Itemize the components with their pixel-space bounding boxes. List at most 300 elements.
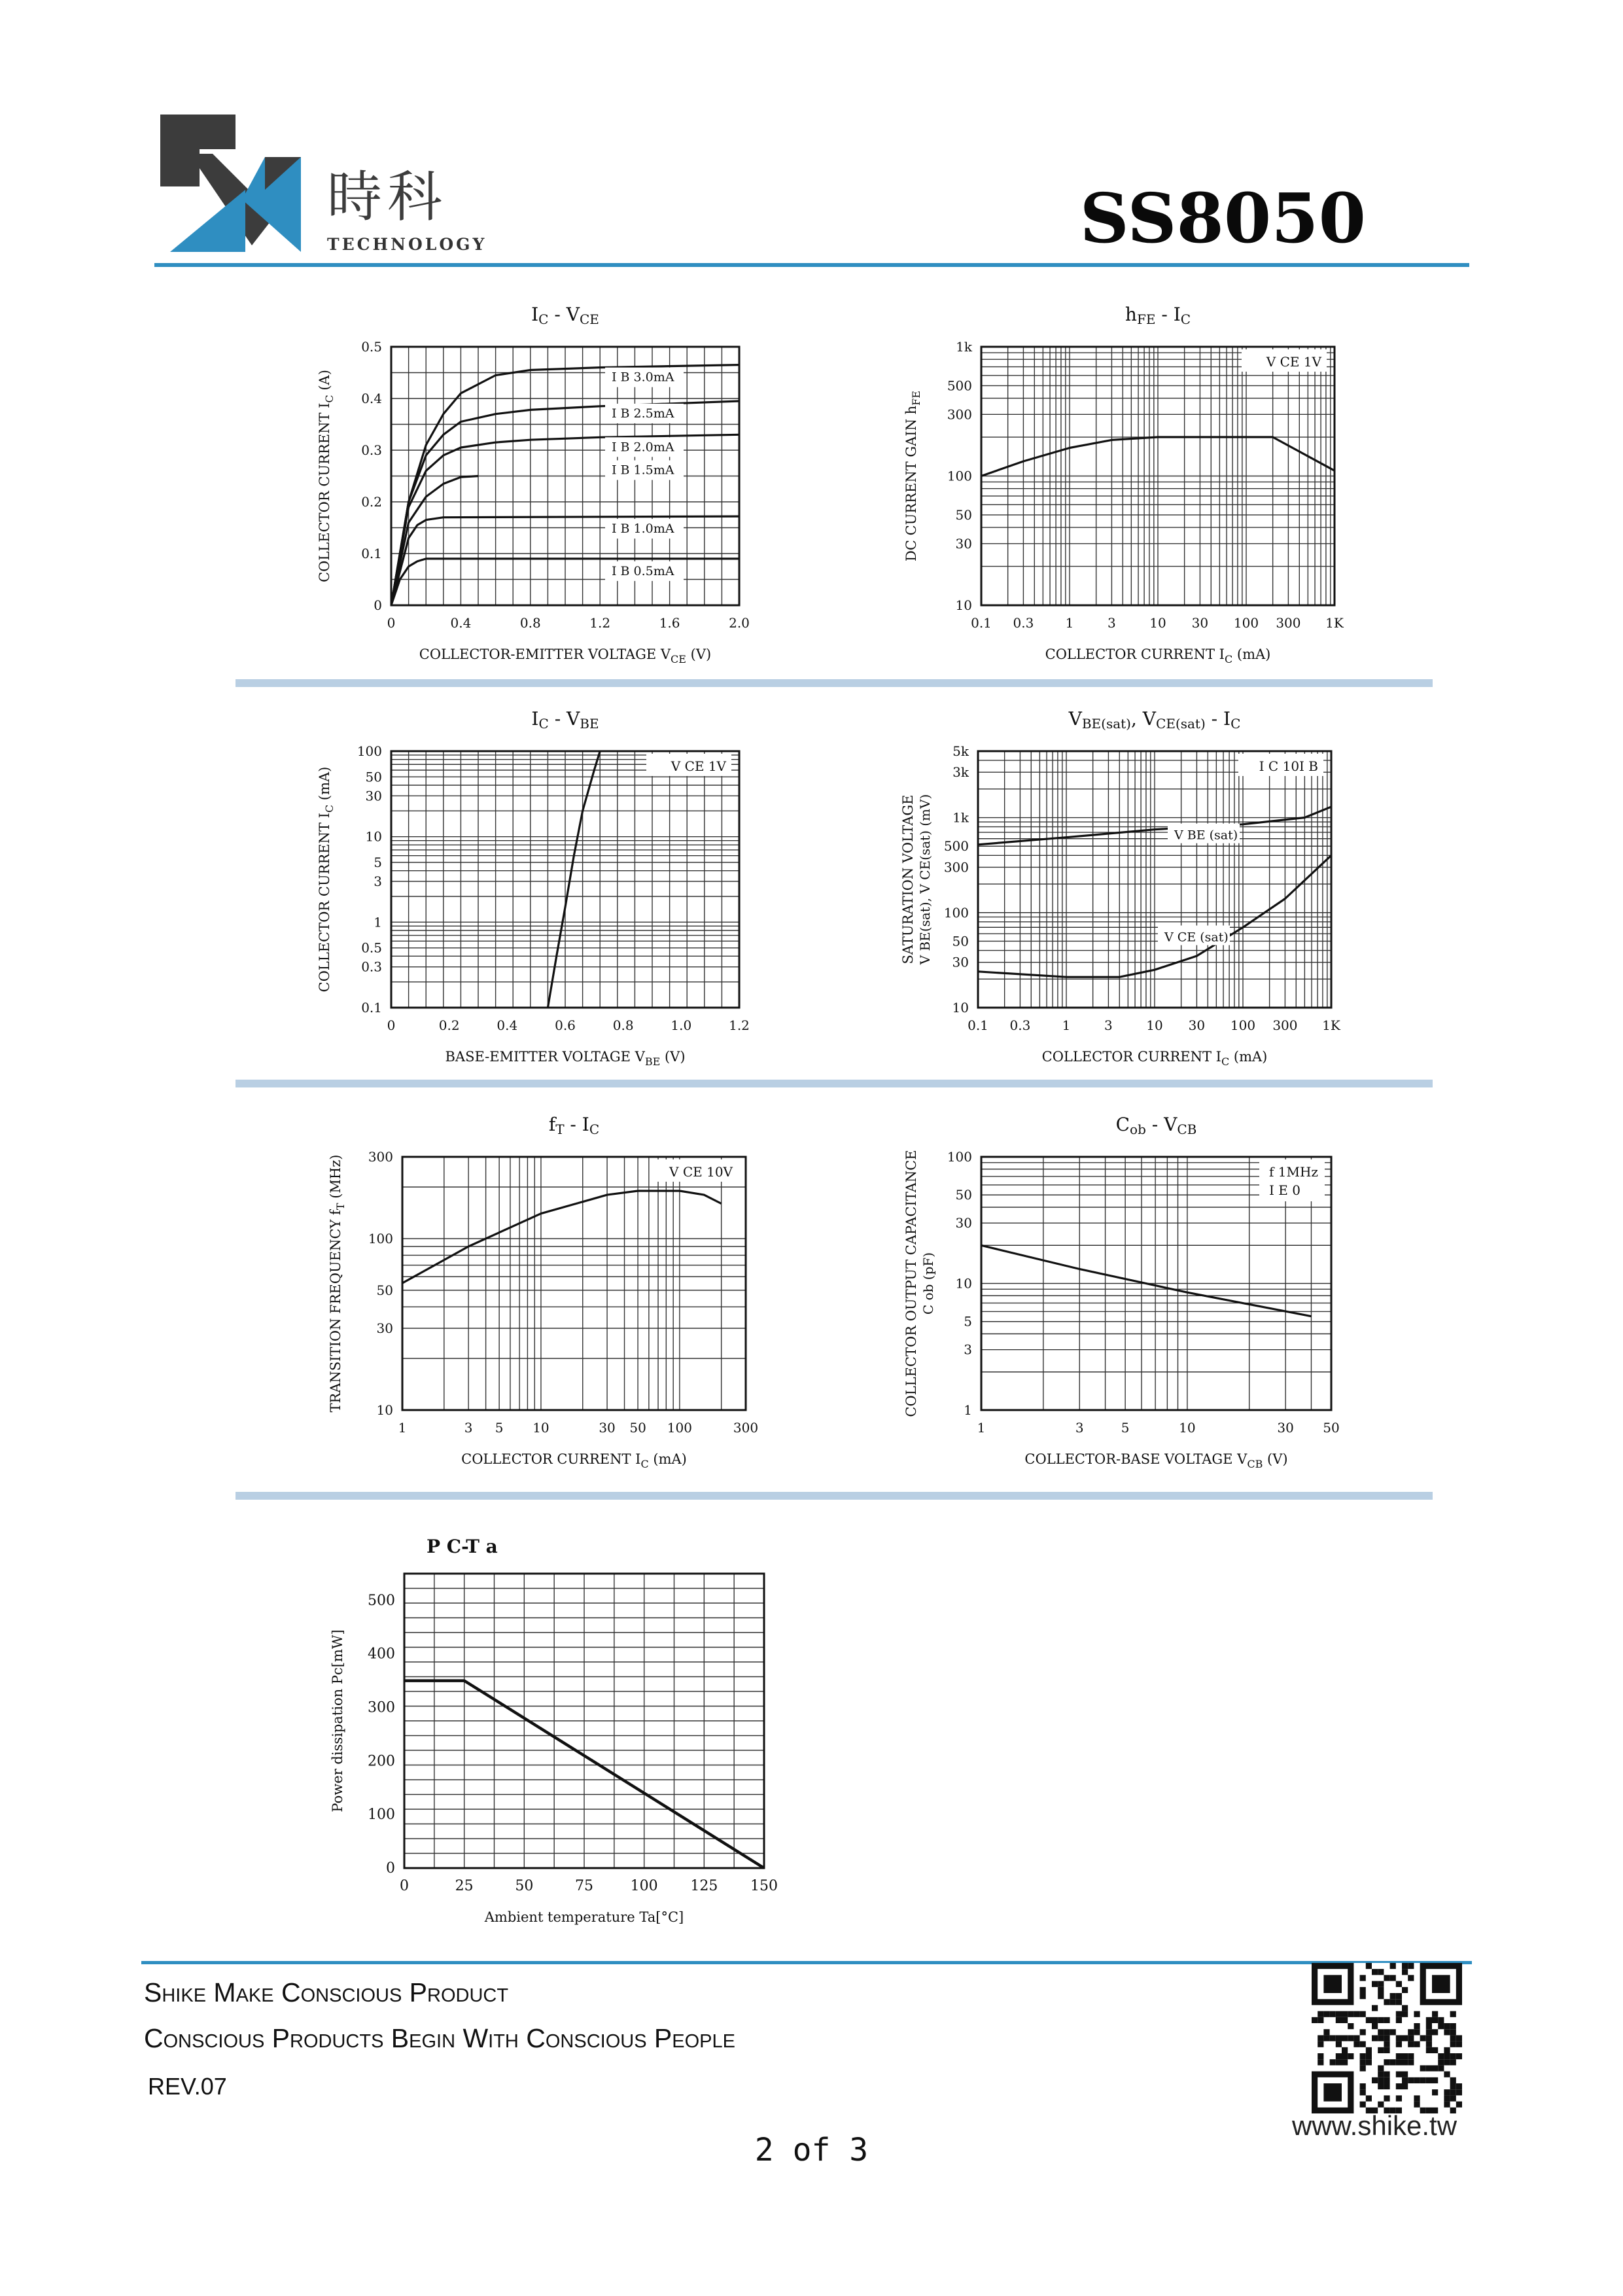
condition-label: V CE 1V: [1266, 354, 1321, 370]
qr-module: [1330, 2059, 1336, 2065]
qr-module: [1360, 2083, 1366, 2089]
x-axis-label-unit: (V): [1263, 1451, 1288, 1467]
qr-module: [1318, 2059, 1323, 2065]
y-tick-label: 10: [365, 828, 382, 845]
y-tick-label: 500: [947, 378, 972, 394]
chart-title: [1125, 304, 1191, 327]
qr-module: [1426, 2047, 1432, 2053]
y-axis-label-2: V BE(sat), V CE(sat) (mV): [917, 794, 933, 965]
curve-label: I B 3.0mA: [612, 370, 674, 385]
chart-pc_ta: [330, 1536, 778, 1925]
y-tick-label: 500: [368, 1592, 395, 1609]
qr-module: [1384, 1975, 1389, 1981]
qr-module: [1402, 2072, 1408, 2077]
y-tick-label: 0.3: [361, 442, 382, 458]
y-tick-label: 0.2: [361, 494, 382, 510]
y-axis-label-main: DC CURRENT GAIN h: [903, 405, 919, 561]
x-axis-label: [1045, 646, 1271, 665]
qr-module: [1366, 2017, 1372, 2023]
qr-module: [1360, 1975, 1366, 1981]
y-axis-label: [903, 391, 922, 561]
section-divider-2: [236, 1080, 1433, 1087]
x-tick-label: 0.4: [450, 615, 472, 631]
qr-module: [1336, 2035, 1342, 2041]
x-tick-label: 1.0: [671, 1017, 692, 1033]
chart-title-part: C: [1230, 716, 1241, 732]
x-tick-label: 0.4: [497, 1017, 518, 1033]
qr-module: [1426, 2041, 1432, 2047]
x-axis-label-main: BASE-EMITTER VOLTAGE V: [445, 1049, 645, 1065]
x-tick-label: 5: [1121, 1420, 1130, 1436]
x-tick-label: 30: [1191, 615, 1209, 631]
qr-module: [1384, 2077, 1389, 2083]
qr-module: [1323, 2035, 1329, 2041]
y-tick-label: 1: [374, 914, 382, 930]
qr-module: [1323, 2029, 1329, 2035]
revision: REV.07: [148, 2073, 227, 2100]
y-tick-label: 500: [943, 838, 969, 855]
y-axis-label-sub: C: [323, 395, 336, 403]
qr-module: [1432, 2047, 1438, 2053]
y-tick-label: 0.1: [361, 546, 382, 561]
section-divider-3: [236, 1492, 1433, 1500]
y-axis-label-sub: FE: [910, 391, 922, 406]
qr-module: [1342, 2053, 1348, 2059]
qr-module: [1408, 2059, 1414, 2065]
qr-module: [1450, 2011, 1456, 2017]
chart-title: [531, 708, 599, 732]
chart-title-part: ob: [1130, 1122, 1146, 1137]
qr-module: [1318, 2053, 1323, 2059]
chart-title-part: , V: [1130, 708, 1157, 730]
qr-module: [1360, 2041, 1366, 2047]
y-tick-label: 10: [955, 597, 972, 613]
x-axis-label-sub: C: [1221, 1055, 1230, 1068]
y-tick-label: 50: [952, 933, 969, 949]
y-tick-label: 3: [374, 873, 382, 889]
qr-module: [1390, 1999, 1396, 2005]
qr-module: [1402, 2035, 1408, 2041]
y-tick-label: 100: [943, 904, 969, 921]
qr-module: [1402, 2005, 1408, 2011]
y-tick-label: 0.5: [361, 339, 382, 355]
qr-module: [1353, 2041, 1359, 2047]
qr-module: [1426, 2017, 1432, 2023]
qr-module: [1378, 2029, 1384, 2035]
y-axis-label: [317, 370, 336, 582]
y-tick-label: 30: [365, 788, 382, 804]
qr-module: [1372, 2077, 1378, 2083]
x-axis-label-main: COLLECTOR CURRENT I: [1045, 646, 1225, 662]
qr-module: [1414, 2095, 1420, 2101]
y-axis-label-sub: C: [323, 804, 336, 813]
qr-module: [1408, 2029, 1414, 2035]
chart-title-part: - V: [548, 708, 580, 730]
x-tick-label: 100: [630, 1878, 658, 1894]
qr-module: [1450, 2059, 1456, 2065]
chart-title-part: T: [555, 1122, 565, 1137]
qr-finder-inner: [1323, 2083, 1342, 2102]
y-tick-label: 200: [368, 1753, 395, 1770]
x-axis-label: [419, 646, 711, 665]
qr-module: [1450, 2023, 1456, 2029]
qr-module: [1378, 2077, 1384, 2083]
y-tick-label: 50: [365, 769, 382, 785]
x-tick-label: 50: [1323, 1420, 1340, 1436]
y-axis-label-main: COLLECTOR CURRENT I: [317, 402, 332, 582]
qr-module: [1456, 2083, 1462, 2089]
y-tick-label: 50: [955, 506, 972, 523]
x-tick-label: 300: [1272, 1017, 1298, 1033]
section-divider-1: [236, 679, 1433, 687]
qr-module: [1450, 2029, 1456, 2035]
y-tick-label: 300: [368, 1699, 395, 1716]
qr-finder-inner: [1323, 1975, 1342, 1993]
y-tick-label: 30: [952, 954, 969, 970]
x-tick-label: 0.8: [612, 1017, 634, 1033]
x-tick-label: 10: [1179, 1420, 1196, 1436]
x-tick-label: 0.1: [968, 1017, 988, 1033]
qr-module: [1318, 2011, 1323, 2017]
curve-label: I B 1.0mA: [612, 521, 674, 537]
chart-title-part: - V: [1145, 1114, 1178, 1135]
x-tick-label: 0: [387, 615, 396, 631]
y-axis-label: [317, 767, 336, 993]
qr-module: [1432, 2077, 1438, 2083]
x-tick-label: 150: [750, 1878, 778, 1894]
condition-label-2: I E 0: [1269, 1182, 1300, 1198]
condition-label: V CE 1V: [671, 758, 726, 774]
x-axis-label-unit: (V): [660, 1049, 686, 1065]
qr-module: [1390, 1963, 1396, 1969]
qr-module: [1372, 2017, 1378, 2023]
qr-module: [1402, 2011, 1408, 2017]
y-tick-label: 50: [955, 1187, 972, 1203]
qr-module: [1444, 2047, 1450, 2053]
qr-module: [1366, 2053, 1372, 2059]
x-tick-label: 25: [455, 1878, 474, 1894]
y-tick-label: 1k: [952, 809, 969, 826]
x-axis-label: [461, 1451, 687, 1470]
qr-module: [1360, 2059, 1366, 2065]
curve-label: V CE (sat): [1164, 930, 1229, 945]
x-axis-label-main: COLLECTOR CURRENT I: [1041, 1049, 1221, 1065]
qr-module: [1372, 2035, 1378, 2041]
y-tick-label: 1: [964, 1402, 972, 1418]
chart-title-part: - I: [1205, 708, 1231, 730]
x-axis-label: [1042, 1049, 1268, 1068]
qr-module: [1372, 1969, 1378, 1975]
x-tick-label: 75: [575, 1878, 593, 1894]
x-axis-label-unit: (mA): [1232, 646, 1271, 662]
y-tick-label: 0.1: [361, 1000, 382, 1016]
brand-en: TECHNOLOGY: [327, 235, 487, 254]
website-link[interactable]: www.shike.tw: [1292, 2110, 1457, 2141]
x-tick-label: 0.3: [1013, 615, 1034, 631]
qr-module: [1372, 2023, 1378, 2029]
y-tick-label: 300: [368, 1149, 393, 1165]
chart-title: [549, 1114, 599, 1137]
qr-module: [1426, 2035, 1432, 2041]
x-tick-label: 100: [1230, 1017, 1256, 1033]
qr-module: [1378, 2072, 1384, 2077]
y-tick-label: 3: [964, 1341, 972, 1358]
qr-module: [1330, 2035, 1336, 2041]
x-axis-label-unit: (mA): [648, 1451, 687, 1467]
qr-module: [1348, 2035, 1353, 2041]
qr-module: [1342, 2035, 1348, 2041]
y-tick-label: 1k: [956, 339, 972, 355]
x-axis-label-sub: BE: [644, 1055, 661, 1068]
qr-module: [1426, 2065, 1432, 2071]
qr-module: [1432, 2089, 1438, 2095]
qr-module: [1408, 1963, 1414, 1969]
qr-module: [1342, 2059, 1348, 2065]
chart-title-part: C: [538, 311, 549, 327]
qr-module: [1444, 2023, 1450, 2029]
y-tick-label: 30: [376, 1320, 393, 1336]
qr-module: [1396, 2011, 1402, 2017]
qr-module: [1456, 2041, 1462, 2047]
qr-module: [1384, 2029, 1389, 2035]
qr-module: [1450, 2083, 1456, 2089]
x-tick-label: 0.2: [438, 1017, 460, 1033]
qr-module: [1402, 1987, 1408, 1993]
curve-label: I B 2.5mA: [612, 406, 674, 421]
qr-module: [1408, 1975, 1414, 1981]
qr-module: [1426, 2029, 1432, 2035]
qr-module: [1444, 2053, 1450, 2059]
x-tick-label: 1: [1062, 1017, 1071, 1033]
chart-vsat_ic: [900, 708, 1341, 1068]
x-tick-label: 50: [515, 1878, 534, 1894]
qr-module: [1384, 2047, 1389, 2053]
qr-module: [1408, 2053, 1414, 2059]
y-axis-label: SATURATION VOLTAGE: [900, 794, 916, 964]
x-tick-label: 300: [733, 1420, 759, 1436]
qr-code[interactable]: [1312, 1963, 1462, 2113]
qr-module: [1378, 2065, 1384, 2071]
x-tick-label: 50: [629, 1420, 646, 1436]
qr-module: [1378, 1987, 1384, 1993]
qr-module: [1420, 2065, 1426, 2071]
qr-module: [1414, 2077, 1420, 2083]
qr-module: [1396, 1981, 1402, 1987]
qr-module: [1348, 2023, 1353, 2029]
slogan-line-1: Shike Make Conscious Product: [144, 1977, 509, 2007]
qr-module: [1378, 2047, 1384, 2053]
x-tick-label: 100: [667, 1420, 692, 1436]
qr-module: [1456, 2089, 1462, 2095]
qr-module: [1396, 2035, 1402, 2041]
x-tick-label: 3: [1104, 1017, 1113, 1033]
slogan-line-2: Conscious Products Begin With Conscious People: [144, 2023, 735, 2053]
x-axis-label: [1024, 1451, 1287, 1470]
y-tick-label: 100: [357, 743, 382, 759]
qr-module: [1396, 2095, 1402, 2101]
y-tick-label: 0.3: [361, 959, 382, 975]
qr-module: [1396, 2083, 1402, 2089]
qr-module: [1450, 2041, 1456, 2047]
x-tick-label: 10: [532, 1420, 550, 1436]
chart-title-part: BE: [580, 716, 599, 732]
qr-module: [1396, 2017, 1402, 2023]
qr-module: [1390, 2059, 1396, 2065]
qr-module: [1450, 2053, 1456, 2059]
x-tick-label: 1.2: [729, 1017, 750, 1033]
qr-module: [1444, 2095, 1450, 2101]
qr-module: [1353, 2011, 1359, 2017]
brand-cn: 時科: [327, 165, 448, 229]
qr-module: [1318, 2041, 1323, 2047]
qr-module: [1366, 1963, 1372, 1969]
plot-frame: [402, 1157, 746, 1410]
qr-module: [1323, 2011, 1329, 2017]
qr-module: [1444, 2089, 1450, 2095]
x-tick-label: 3: [1108, 615, 1116, 631]
chart-title: P C-T a: [427, 1536, 498, 1557]
x-axis-label-sub: CB: [1247, 1458, 1263, 1470]
chart-title-part: I: [531, 304, 539, 325]
x-tick-label: 30: [599, 1420, 616, 1436]
qr-module: [1420, 2077, 1426, 2083]
qr-module: [1366, 2059, 1372, 2065]
x-axis-label: [445, 1049, 685, 1068]
qr-module: [1432, 2029, 1438, 2035]
x-axis-label-main: COLLECTOR CURRENT I: [461, 1451, 641, 1467]
x-tick-label: 2.0: [729, 615, 750, 631]
qr-module: [1384, 2035, 1389, 2041]
qr-module: [1360, 2065, 1366, 2071]
qr-module: [1402, 2053, 1408, 2059]
chart-ic_vbe: [317, 708, 750, 1068]
x-tick-label: 0.3: [1009, 1017, 1031, 1033]
qr-module: [1456, 2102, 1462, 2108]
qr-module: [1432, 2011, 1438, 2017]
x-tick-label: 0.6: [555, 1017, 576, 1033]
qr-module: [1438, 2017, 1444, 2023]
qr-module: [1360, 2089, 1366, 2095]
part-number: SS8050: [1079, 178, 1366, 258]
y-tick-label: 400: [368, 1646, 395, 1663]
qr-module: [1342, 2047, 1348, 2053]
qr-module: [1438, 2023, 1444, 2029]
qr-module: [1378, 2035, 1384, 2041]
chart-title-part: CB: [1177, 1122, 1197, 1137]
qr-module: [1444, 2059, 1450, 2065]
qr-module: [1414, 2011, 1420, 2017]
x-tick-label: 1K: [1325, 615, 1344, 631]
qr-module: [1396, 2041, 1402, 2047]
qr-module: [1414, 2041, 1420, 2047]
chart-title-part: f: [548, 1114, 556, 1135]
chart-title: [1068, 708, 1241, 732]
y-axis-label-sub: T: [334, 1203, 347, 1210]
qr-module: [1432, 2017, 1438, 2023]
qr-finder-inner: [1432, 1975, 1450, 1993]
qr-module: [1408, 2035, 1414, 2041]
x-tick-label: 0.8: [519, 615, 541, 631]
y-tick-label: 5: [964, 1313, 972, 1330]
x-tick-label: 1: [977, 1420, 986, 1436]
qr-module: [1396, 2072, 1402, 2077]
y-tick-label: 3k: [952, 764, 969, 781]
qr-module: [1420, 2035, 1426, 2041]
x-tick-label: 1.6: [659, 615, 680, 631]
qr-module: [1378, 2017, 1384, 2023]
x-tick-label: 100: [1233, 615, 1259, 631]
qr-module: [1336, 2059, 1342, 2065]
qr-module: [1378, 1969, 1384, 1975]
condition-label-1: f 1MHz: [1269, 1164, 1318, 1180]
qr-module: [1372, 1981, 1378, 1987]
y-tick-label: 300: [947, 406, 972, 423]
curve-label: I B 0.5mA: [612, 563, 674, 578]
x-tick-label: 1: [398, 1420, 407, 1436]
chart-ft_ic: [328, 1114, 758, 1470]
x-tick-label: 10: [1146, 1017, 1163, 1033]
y-axis-label: [328, 1155, 347, 1413]
x-axis-label-sub: C: [1224, 653, 1233, 665]
y-tick-label: 30: [955, 535, 972, 552]
x-tick-label: 0.1: [971, 615, 992, 631]
qr-module: [1360, 2102, 1366, 2108]
y-axis-label-unit: (MHz): [328, 1154, 343, 1203]
x-tick-label: 3: [464, 1420, 473, 1436]
x-axis-label-unit: (mA): [1229, 1049, 1268, 1065]
qr-module: [1390, 1975, 1396, 1981]
qr-module: [1372, 2005, 1378, 2011]
qr-module: [1366, 2047, 1372, 2053]
chart-title-part: - V: [548, 304, 580, 325]
qr-module: [1342, 2011, 1348, 2017]
qr-module: [1384, 2059, 1389, 2065]
qr-module: [1378, 1981, 1384, 1987]
qr-module: [1330, 2011, 1336, 2017]
qr-module: [1414, 2023, 1420, 2029]
qr-module: [1396, 2059, 1402, 2065]
qr-module: [1366, 2095, 1372, 2101]
qr-module: [1318, 2017, 1323, 2023]
qr-module: [1336, 2011, 1342, 2017]
qr-module: [1402, 2083, 1408, 2089]
x-tick-label: 10: [1149, 615, 1166, 631]
x-tick-label: 300: [1276, 615, 1301, 631]
x-tick-label: 125: [690, 1878, 718, 1894]
qr-module: [1384, 2041, 1389, 2047]
qr-module: [1408, 2077, 1414, 2083]
x-axis-label-unit: (V): [686, 646, 712, 662]
qr-module: [1402, 1963, 1408, 1969]
chart-title-part: h: [1125, 304, 1137, 325]
qr-module: [1456, 2053, 1462, 2059]
chart-title-part: - I: [564, 1114, 589, 1135]
qr-module: [1450, 2089, 1456, 2095]
qr-module: [1378, 1993, 1384, 1999]
y-tick-label: 10: [952, 1000, 969, 1016]
y-tick-label: 100: [947, 1149, 972, 1165]
qr-module: [1444, 2102, 1450, 2108]
qr-module: [1353, 2035, 1359, 2041]
qr-module: [1384, 1999, 1389, 2005]
chart-title: [531, 304, 599, 327]
x-tick-label: 0: [400, 1878, 409, 1894]
y-axis-label-2: C ob (pF): [920, 1252, 936, 1315]
qr-module: [1432, 2065, 1438, 2071]
chart-title-part: C: [1180, 311, 1191, 327]
x-tick-label: 30: [1188, 1017, 1206, 1033]
chart-title-part: V: [1068, 708, 1082, 730]
